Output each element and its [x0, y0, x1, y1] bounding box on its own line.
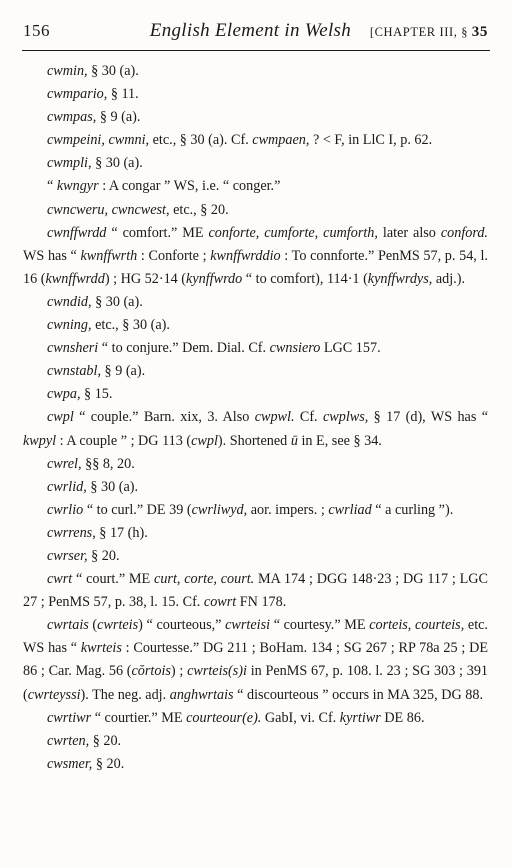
glossary-entry [23, 337, 488, 360]
glossary-entry [23, 614, 488, 706]
entry-term: cwplws, [322, 409, 369, 426]
entry-term: cwpwl. [254, 409, 295, 426]
glossary-entry [23, 545, 488, 568]
entry-text: in E, see § 34. [297, 432, 382, 449]
header-rule [22, 50, 490, 51]
entry-text: § 20. [87, 547, 120, 564]
entry-text: : To connforte.” PenMS 57, p. 54, l. 16 ( [23, 247, 488, 287]
entry-text: later also [377, 224, 441, 241]
entry-term: cwnsiero [269, 340, 321, 357]
entry-text: § 30 (a). [86, 478, 139, 495]
entry-text: § 20. [92, 755, 125, 772]
chapter-prefix: [CHAPTER III, § [369, 25, 469, 39]
entry-text: aor. impers. ; [247, 501, 329, 518]
glossary-entry [23, 453, 488, 476]
entry-text: § 17 (h). [95, 524, 148, 541]
entry-term: curt, corte, court. [154, 571, 255, 588]
glossary-entry [23, 707, 488, 730]
glossary-entries [23, 60, 488, 776]
entry-text: § 11. [107, 86, 139, 103]
glossary-entry [23, 222, 488, 291]
entry-term: cwmpeini, cwmni, [47, 132, 150, 149]
entry-text: LGC 157. [320, 340, 381, 357]
entry-text: ? < F, in LlC I, p. 62. [309, 132, 433, 149]
entry-term: cwmpas, [47, 109, 97, 126]
glossary-entry [23, 383, 488, 406]
entry-term: kynffwrdys, [367, 270, 433, 287]
entry-term: corteis, courteis, [369, 617, 465, 634]
entry-text: “ couple.” Barn. xix, 3. Also [73, 409, 255, 426]
entry-text: “ comfort.” ME [106, 224, 209, 241]
glossary-entry [23, 83, 488, 106]
entry-text: etc. WS has “ [23, 617, 488, 657]
entry-term: cŏrtois [131, 663, 171, 680]
entry-term: cwmpli, [47, 155, 92, 172]
entry-term: cwmin, [47, 63, 88, 79]
entry-text: adj.). [432, 270, 465, 287]
entry-term: cwrrens, [47, 524, 96, 541]
entry-text: etc., § 20. [169, 201, 229, 218]
entry-text: ( [88, 617, 98, 634]
entry-term: kwpyl [23, 432, 57, 449]
entry-text: § 30 (a). [91, 155, 143, 172]
entry-term: cwpl [191, 432, 218, 449]
entry-term: cwmpaen, [252, 132, 310, 149]
entry-term: cwrser, [47, 547, 88, 564]
entry-text: § 15. [80, 386, 113, 403]
entry-term: cwpl [47, 409, 74, 426]
entry-text: “ [47, 178, 57, 195]
entry-text: Cf. [294, 409, 323, 426]
glossary-entry [23, 730, 488, 753]
glossary-entry [23, 499, 488, 522]
glossary-entry [23, 753, 488, 776]
entry-term: cwnstabl, [47, 363, 101, 380]
entry-text: ) “ courteous,” [138, 617, 226, 634]
entry-text: MA 174 ; DGG 148·23 ; DG 117 ; LGC 27 ; PenMS 57, p. 38, l. 15. Cf. [23, 571, 488, 611]
entry-term: cwrtais [47, 617, 89, 634]
glossary-entry [23, 106, 488, 129]
entry-term: cwnffwrdd [47, 224, 107, 241]
entry-text: etc., § 30 (a). Cf. [149, 132, 253, 149]
glossary-entry [23, 568, 488, 614]
entry-text: “ to conjure.” Dem. Dial. Cf. [98, 340, 270, 357]
entry-text: : Conforte ; [137, 247, 211, 264]
entry-text: § 9 (a). [101, 363, 146, 380]
entry-term: cwrteis [97, 617, 139, 634]
entry-term: cowrt [203, 594, 237, 611]
entry-term: cwrteis(s)i [187, 663, 247, 680]
entry-term: cwncweru, cwncwest, [47, 201, 170, 218]
entry-text: ) ; HG 52·14 ( [104, 270, 187, 287]
entry-text: DE 86. [380, 709, 425, 726]
glossary-entry [23, 291, 488, 314]
entry-term: conford. [440, 224, 488, 241]
glossary-entry [23, 199, 488, 222]
entry-term: cwsmer, [47, 755, 93, 772]
entry-text: § 30 (a). [87, 63, 139, 79]
entry-text: : A couple ” ; DG 113 ( [56, 432, 192, 449]
entry-term: kynffwrdo [186, 270, 243, 287]
entry-text: § 30 (a). [91, 293, 143, 310]
entry-term: cwndid, [47, 293, 92, 310]
entry-text: etc., § 30 (a). [91, 317, 170, 334]
entry-text: “ court.” ME [72, 571, 155, 588]
entry-term: kwrteis [80, 640, 122, 657]
glossary-entry [23, 360, 488, 383]
entry-term: kwnffwrth [80, 247, 138, 264]
glossary-entry [23, 476, 488, 499]
entry-term: courteour(e). [186, 709, 262, 726]
entry-text: § 9 (a). [96, 109, 141, 126]
glossary-entry [23, 60, 488, 83]
entry-term: cwrliwyd, [191, 501, 248, 518]
chapter-reference [370, 24, 488, 41]
entry-text: GabI, vi. Cf. [261, 709, 340, 726]
entry-text: “ to comfort), 114·1 ( [242, 270, 368, 287]
entry-text: ). The neg. adj. [80, 686, 170, 703]
running-title: English Element in Welsh [149, 20, 352, 41]
entry-term: kyrtiwr [339, 709, 381, 726]
glossary-entry [23, 406, 488, 452]
entry-term: cwrlio [47, 501, 84, 518]
section-number: 35 [471, 24, 488, 40]
entry-term: kwngyr [56, 178, 99, 195]
entry-text: “ a curling ”). [371, 501, 454, 518]
entry-text: §§ 8, 20. [81, 455, 135, 472]
entry-term: conforte, cumforte, cumforth, [208, 224, 378, 241]
glossary-entry [23, 314, 488, 337]
entry-text: § 17 (d), WS has “ [368, 409, 489, 426]
entry-term: kwnffwrdd [45, 270, 105, 287]
glossary-entry [23, 175, 488, 198]
glossary-entry [23, 152, 488, 175]
entry-term: cwmpario, [47, 86, 108, 103]
entry-term: cwning, [47, 317, 92, 334]
entry-term: cwrliad [328, 501, 372, 518]
entry-term: kwnffwrddio [210, 247, 281, 264]
entry-text: FN 178. [236, 594, 287, 611]
entry-text: ). Shortened [217, 432, 291, 449]
entry-term: cwnsheri [47, 340, 99, 357]
entry-term: anghwrtais [169, 686, 234, 703]
entry-term: cwrlid, [47, 478, 87, 495]
entry-text: : Courtesse.” DG 211 ; BoHam. 134 ; SG 267 ; RP 78a 25 ; DE 86 ; Car. Mag. 56 ( [23, 640, 488, 680]
entry-term: cwrteisi [225, 617, 271, 634]
entry-text: in PenMS 67, p. 108. l. 23 ; SG 303 ; 391 ( [23, 663, 489, 703]
entry-text: ) ; [170, 663, 188, 680]
entry-term: cwrtiwr [47, 709, 92, 726]
entry-text: “ courtesy.” ME [270, 617, 370, 634]
entry-term: ū [290, 432, 298, 449]
entry-text: § 20. [89, 732, 122, 749]
entry-text: : A congar ” WS, i.e. “ conger.” [98, 178, 281, 195]
running-header [23, 20, 488, 44]
entry-text: WS has “ [23, 247, 81, 264]
entry-text: “ discourteous ” occurs in MA 325, DG 88. [233, 686, 484, 703]
entry-text: “ courtier.” ME [91, 709, 187, 726]
glossary-entry [23, 129, 488, 152]
entry-term: cwrel, [47, 455, 82, 472]
glossary-entry [23, 522, 488, 545]
entry-text: “ to curl.” DE 39 ( [83, 501, 192, 518]
entry-term: cwpa, [47, 386, 81, 403]
page-number: 156 [23, 21, 50, 40]
entry-term: cwrteyssi [27, 686, 81, 703]
entry-term: cwrten, [47, 732, 90, 749]
entry-term: cwrt [47, 571, 73, 588]
